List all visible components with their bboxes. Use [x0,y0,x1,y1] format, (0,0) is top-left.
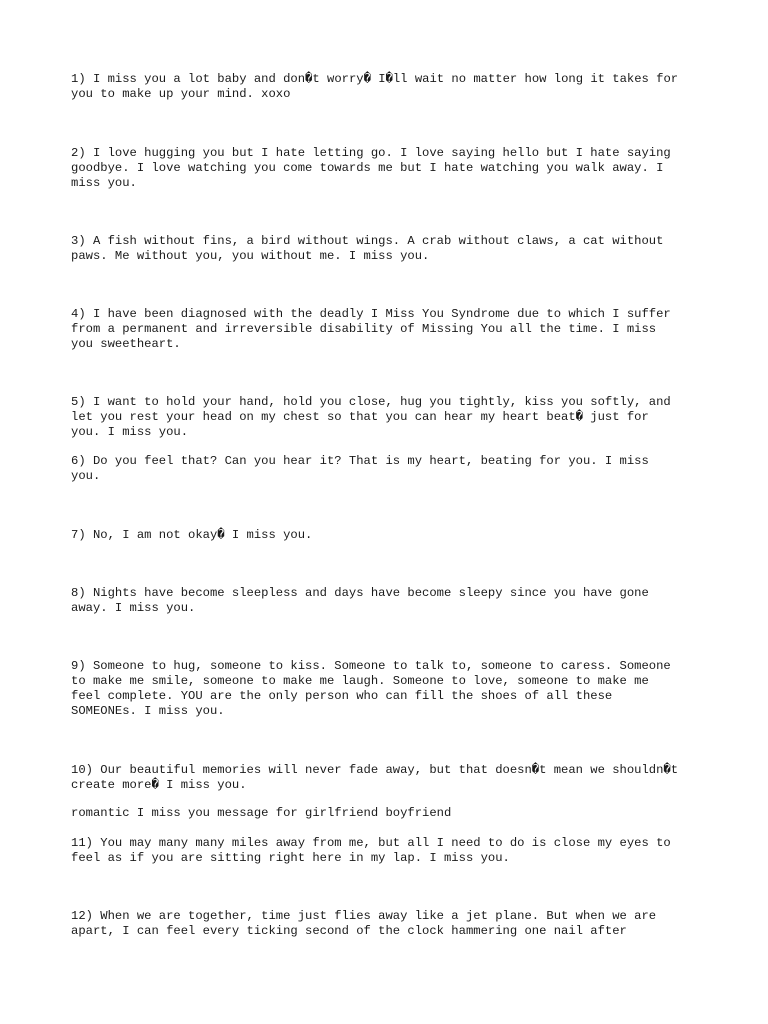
paragraph-12: 12) When we are together, time just flies away like a jet plane. But when we are apart, I can feel every ticking second of the clock hammering one nail after [71,909,657,938]
paragraph-2: 2) I love hugging you but I hate letting go. I love saying hello but I hate saying goodbye. I love watching you come towards me but I hate watching you walk away. I miss you. [71,146,671,190]
paragraph-7: 7) No, I am not okay� I miss you. [71,528,313,542]
paragraph-3: 3) A fish without fins, a bird without wings. A crab without claws, a cat without paws. Me without you, you without me. I miss you. [71,234,664,263]
paragraph-10: 10) Our beautiful memories will never fade away, but that doesn�t mean we shouldn�t create more� I miss you. [71,763,679,792]
paragraph-4: 4) I have been diagnosed with the deadly I Miss You Syndrome due to which I suffer from a permanent and irreversible disability of Missing You all the time. I miss you sweetheart. [71,307,671,351]
paragraph-9: 9) Someone to hug, someone to kiss. Someone to talk to, someone to caress. Someone to make me smile, someone to make me laugh. Someone to love, someone to make me feel complete. YOU are the only person who can fill the shoes of all these SOMEONEs. I miss you. [71,659,671,718]
paragraph-5: 5) I want to hold your hand, hold you close, hug you tightly, kiss you softly, and let you rest your head on my chest so that you can hear my heart beat� just for you. I miss you. [71,395,671,439]
paragraph-8: 8) Nights have become sleepless and days have become sleepy since you have gone away. I miss you. [71,586,649,615]
section-caption: romantic I miss you message for girlfriend boyfriend [71,806,452,820]
paragraph-11: 11) You may many many miles away from me, but all I need to do is close my eyes to feel as if you are sitting right here in my lap. I miss you. [71,836,671,865]
paragraph-6: 6) Do you feel that? Can you hear it? That is my heart, beating for you. I miss you. [71,454,649,483]
paragraph-1: 1) I miss you a lot baby and don�t worry� I�ll wait no matter how long it takes for you to make up your mind. xoxo [71,72,679,101]
